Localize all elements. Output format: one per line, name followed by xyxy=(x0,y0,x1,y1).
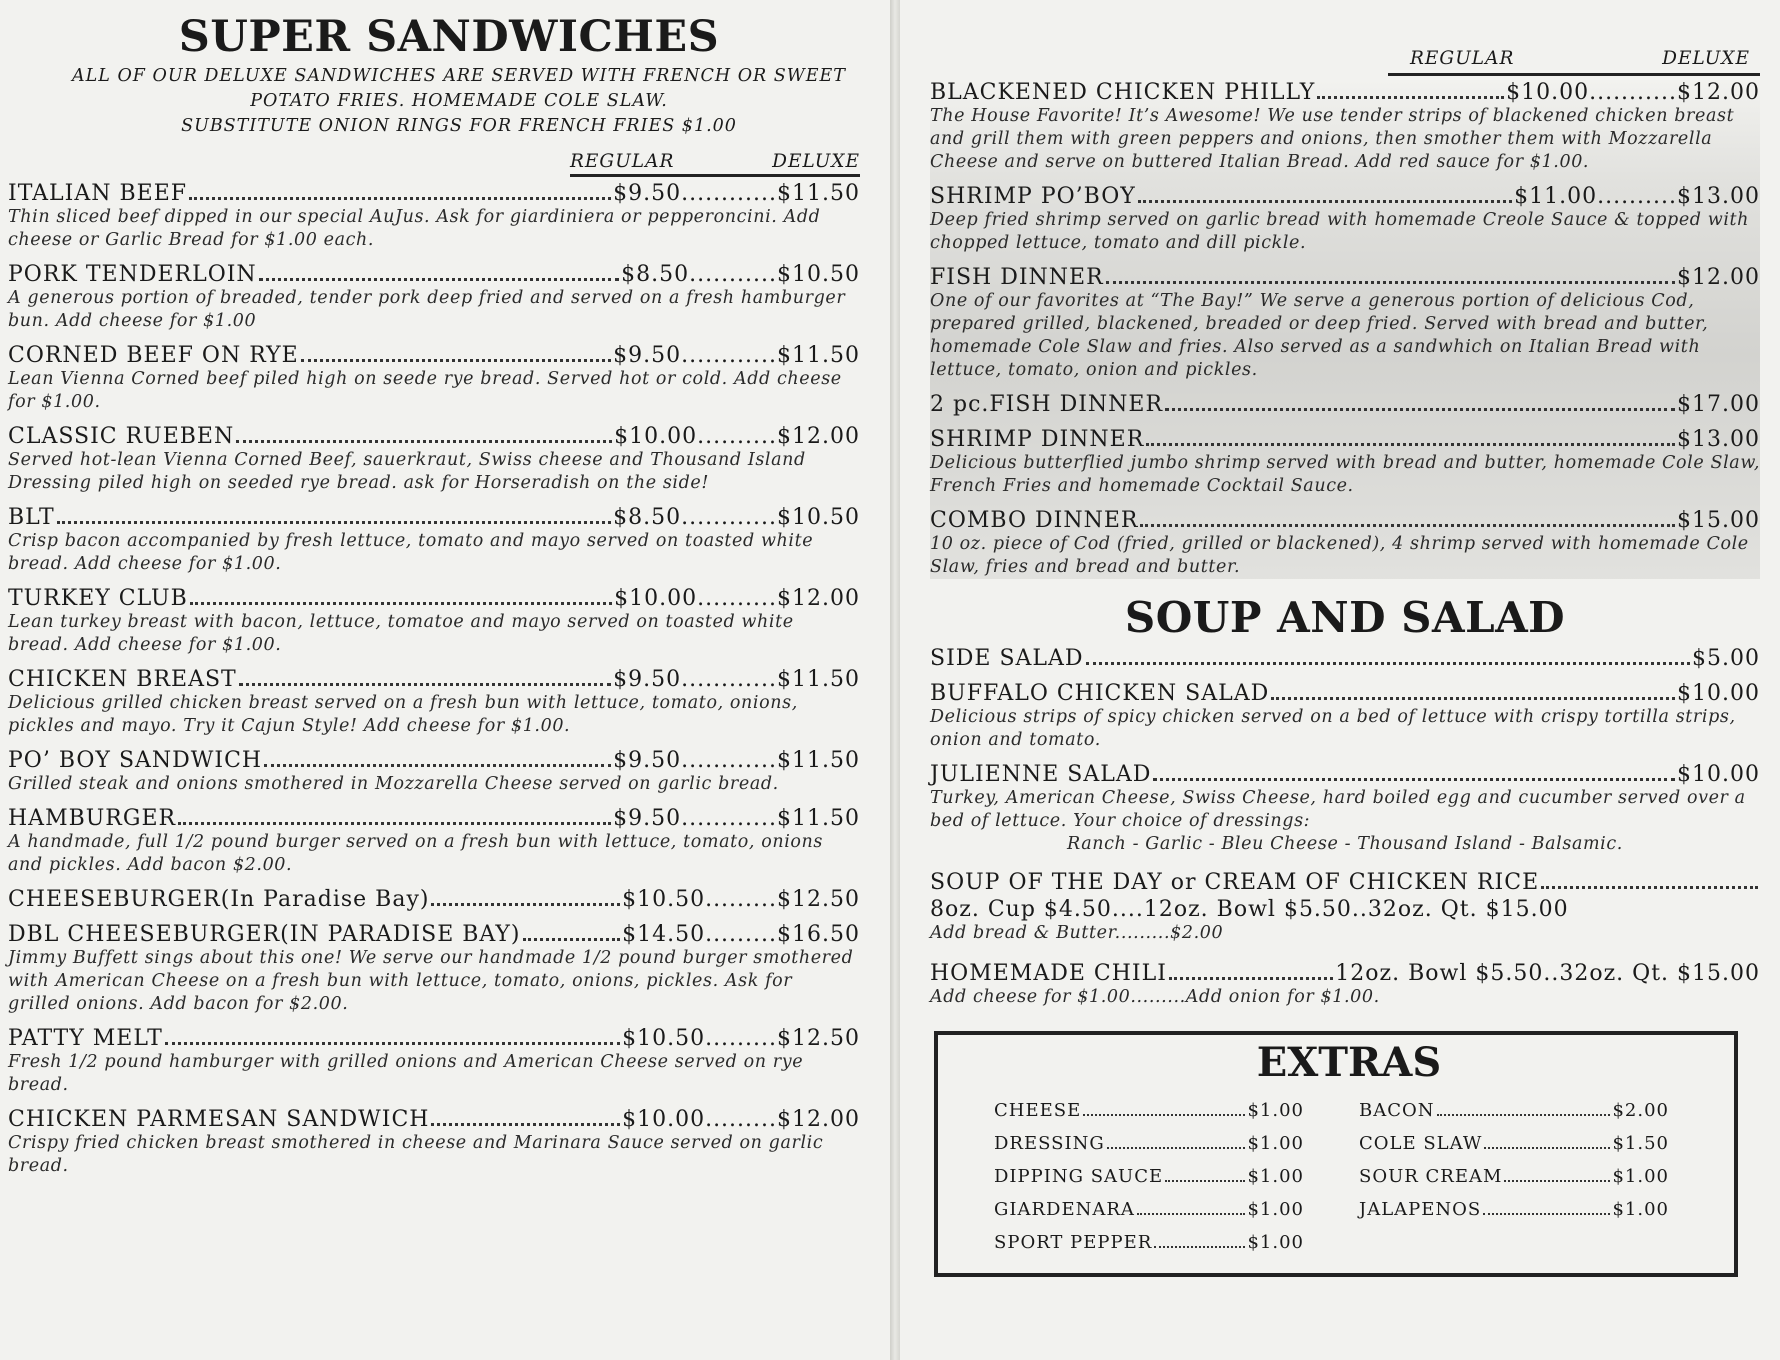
intro-line: ALL OF OUR DELUXE SANDWICHES ARE SERVED WITH FRENCH OR SWEET xyxy=(72,66,846,86)
menu-item-name: ITALIAN BEEF xyxy=(8,181,188,206)
leader-dots xyxy=(431,1123,620,1126)
menu-item xyxy=(8,1107,860,1178)
leader-dots xyxy=(1437,1114,1611,1116)
menu-item-name: COMBO DINNER xyxy=(930,508,1139,533)
menu-item-line xyxy=(8,505,860,530)
menu-item-description: Fresh 1/2 pound hamburger with grilled onions and American Cheese served on rye bread. xyxy=(8,1052,804,1095)
leader-dots xyxy=(1169,977,1333,980)
leader-dots xyxy=(1317,96,1504,99)
sandwich-intro xyxy=(58,64,860,139)
menu-item-price: $5.00 xyxy=(1692,646,1760,671)
menu-item xyxy=(8,424,860,495)
menu-item-price: $10.00.........$12.00 xyxy=(622,1107,860,1132)
menu-item-line xyxy=(930,762,1760,787)
menu-item-name: SIDE SALAD xyxy=(930,646,1084,671)
menu-item-line xyxy=(8,1107,860,1132)
menu-item-price: $10.00 xyxy=(1677,681,1760,706)
leader-dots xyxy=(264,764,611,767)
sandwich-list xyxy=(8,181,860,1178)
menu-item-price: $9.50............$11.50 xyxy=(613,667,860,692)
extra-item-price: $1.00 xyxy=(1612,1199,1669,1220)
menu-item-line xyxy=(8,181,860,206)
menu-item-line xyxy=(8,262,860,287)
menu-item-line xyxy=(8,887,860,912)
menu-item-description: Grilled steak and onions smothered in Mozzarella Cheese served on garlic bread. xyxy=(8,774,779,794)
menu-item xyxy=(930,681,1760,752)
extra-item-price: $1.00 xyxy=(1247,1133,1304,1154)
extra-item-name: DRESSING xyxy=(994,1133,1105,1154)
menu-item-description: Add cheese for $1.00.........Add onion for $1.00. xyxy=(930,987,1380,1007)
menu-item-description: Turkey, American Cheese, Swiss Cheese, hard boiled egg and cucumber served over a bed of lettuce. Your choice of dressings: xyxy=(930,788,1746,831)
menu-item-description: Crispy fried chicken breast smothered in cheese and Marinara Sauce served on garlic bread. xyxy=(8,1133,824,1176)
menu-item xyxy=(930,427,1760,498)
menu-item-line xyxy=(8,922,860,947)
extra-item-name: CHEESE xyxy=(994,1100,1082,1121)
menu-item xyxy=(8,1026,860,1097)
menu-item-name: BLACKENED CHICKEN PHILLY xyxy=(930,80,1316,105)
chili-sizes: 12oz. Bowl $5.50..32oz. Qt. $15.00 xyxy=(1335,961,1760,986)
leader-dots xyxy=(190,602,612,605)
menu-item-line xyxy=(8,586,860,611)
deluxe-column-header: DELUXE xyxy=(772,151,860,172)
extras-column-left xyxy=(994,1092,1304,1265)
extra-item-price: $1.50 xyxy=(1612,1133,1669,1154)
menu-item-description: Delicious butterflied jumbo shrimp served with bread and butter, homemade Cole Slaw, French Fries and homemade Cocktail Sauce. xyxy=(930,453,1760,496)
leader-dots xyxy=(239,683,611,686)
extra-item-name: DIPPING SAUCE xyxy=(994,1166,1164,1187)
extra-item xyxy=(1359,1199,1669,1220)
menu-item xyxy=(930,80,1760,174)
extra-item xyxy=(994,1199,1304,1220)
menu-item xyxy=(930,392,1760,417)
menu-item-line xyxy=(8,343,860,368)
extra-item-price: $1.00 xyxy=(1612,1166,1669,1187)
leader-dots xyxy=(1137,1213,1246,1215)
soup-sizes: 8oz. Cup $4.50....12oz. Bowl $5.50..32oz. Qt. $15.00 xyxy=(930,897,1569,922)
soup-and-salad-title: SOUP AND SALAD xyxy=(1124,593,1566,642)
extra-item-price: $2.00 xyxy=(1612,1100,1669,1121)
leader-dots xyxy=(1271,697,1675,700)
menu-item-name: HAMBURGER xyxy=(8,806,177,831)
extra-item-name: GIARDENARA xyxy=(994,1199,1135,1220)
extras-title: EXTRAS xyxy=(1256,1039,1442,1086)
menu-item-description: Delicious strips of spicy chicken served on a bed of lettuce with crispy tortilla strips, onion and tomato. xyxy=(930,707,1736,750)
menu-item xyxy=(8,748,860,796)
menu-item-line xyxy=(930,646,1760,671)
menu-item xyxy=(930,265,1760,382)
menu-item-price: $12.00 xyxy=(1677,265,1760,290)
menu-item-price: $10.00 xyxy=(1677,762,1760,787)
menu-item-line xyxy=(930,392,1760,417)
menu-item-description: A handmade, full 1/2 pound burger served on a fresh bun with lettuce, tomato, onions and pickles. Add bacon $2.00. xyxy=(8,832,823,875)
menu-item-line xyxy=(8,748,860,773)
menu-item-line xyxy=(930,265,1760,290)
price-column-headers xyxy=(8,151,860,177)
menu-item-price: $8.50............$10.50 xyxy=(613,505,860,530)
menu-item-price: $9.50............$11.50 xyxy=(613,806,860,831)
price-column-headers-right xyxy=(930,48,1760,76)
menu-item xyxy=(930,762,1760,856)
leader-dots xyxy=(1083,1114,1245,1116)
extra-item xyxy=(1359,1100,1669,1121)
menu-item-name: SHRIMP PO’BOY xyxy=(930,184,1136,209)
leader-dots xyxy=(1086,662,1690,665)
menu-item-price: $10.50.........$12.50 xyxy=(622,887,860,912)
menu-item-price: $14.50.........$16.50 xyxy=(622,922,860,947)
menu-item-name: HOMEMADE CHILI xyxy=(930,961,1167,986)
dinner-list xyxy=(930,80,1760,579)
menu-item-description: Lean Vienna Corned beef piled high on seede rye bread. Served hot or cold. Add cheese for $1.00. xyxy=(8,369,842,412)
soup-of-the-day xyxy=(930,870,1760,945)
menu-item-price: $17.00 xyxy=(1677,392,1760,417)
leader-dots xyxy=(1165,1180,1245,1182)
menu-item-description: Jimmy Buffett sings about this one! We serve our handmade 1/2 pound burger smothered with American Cheese on a fresh bun with lettuce, tomato, onions, pickles. Ask for grilled onions. Add bacon for $2.00. xyxy=(8,948,854,1014)
extra-item-name: JALAPENOS xyxy=(1359,1199,1482,1220)
leader-dots xyxy=(1165,408,1675,411)
menu-item-description: Deep fried shrimp served on garlic bread with homemade Creole Sauce & topped with chopped lettuce, tomato and dill pickle. xyxy=(930,210,1750,253)
menu-item-price: $10.50.........$12.50 xyxy=(622,1026,860,1051)
menu-item-description: A generous portion of breaded, tender pork deep fried and served on a fresh hamburger bun. Add cheese for $1.00 xyxy=(8,288,846,331)
extra-item xyxy=(994,1100,1304,1121)
extra-item-name: SOUR CREAM xyxy=(1359,1166,1503,1187)
soup-salad-list xyxy=(930,646,1760,856)
leader-dots xyxy=(1541,886,1758,889)
menu-item-name: TURKEY CLUB xyxy=(8,586,188,611)
menu-item-name: BUFFALO CHICKEN SALAD xyxy=(930,681,1270,706)
menu-item-line xyxy=(930,184,1760,209)
leader-dots xyxy=(1153,778,1675,781)
menu-item-name: CLASSIC RUEBEN xyxy=(8,424,235,449)
extra-item xyxy=(994,1166,1304,1187)
page-gutter xyxy=(890,0,900,1360)
menu-item xyxy=(8,181,860,252)
menu-item-price: $10.00..........$12.00 xyxy=(614,424,860,449)
leader-dots xyxy=(1484,1147,1610,1149)
menu-item-description: Lean turkey breast with bacon, lettuce, tomatoe and mayo served on toasted white bread. Add cheese for $1.00. xyxy=(8,612,794,655)
intro-line: POTATO FRIES. HOMEMADE COLE SLAW. xyxy=(250,91,668,111)
extra-item-name: COLE SLAW xyxy=(1359,1133,1483,1154)
leader-dots xyxy=(431,903,620,906)
extras-column-right xyxy=(1359,1092,1669,1265)
extra-item-price: $1.00 xyxy=(1247,1100,1304,1121)
leader-dots xyxy=(178,822,611,825)
extras-box xyxy=(934,1031,1738,1277)
menu-item-name: SHRIMP DINNER xyxy=(930,427,1145,452)
leader-dots xyxy=(301,359,611,362)
menu-item-line xyxy=(8,806,860,831)
leader-dots xyxy=(236,440,612,443)
menu-item xyxy=(930,646,1760,671)
leader-dots xyxy=(1154,1246,1245,1248)
menu-item-description: The House Favorite! It’s Awesome! We use tender strips of blackened chicken breast and grill them with green peppers and onions, then smother them with Mozzarella Cheese and serve on buttered Italian Bread. Add red sauce for $1.00. xyxy=(930,106,1735,172)
menu-item-price: $10.00..........$12.00 xyxy=(614,586,860,611)
menu-item-name: PORK TENDERLOIN xyxy=(8,262,257,287)
menu-item-line xyxy=(8,667,860,692)
menu-item xyxy=(8,262,860,333)
menu-item-name: 2 pc.FISH DINNER xyxy=(930,392,1164,417)
extra-item xyxy=(1359,1133,1669,1154)
menu-item-price: $9.50............$11.50 xyxy=(613,181,860,206)
leader-dots xyxy=(165,1042,620,1045)
menu-item-line xyxy=(930,681,1760,706)
menu-item-price: $11.00..........$13.00 xyxy=(1514,184,1760,209)
menu-item-price: $8.50...........$10.50 xyxy=(621,262,860,287)
leader-dots xyxy=(189,197,611,200)
leader-dots xyxy=(1106,281,1675,284)
menu-item xyxy=(8,667,860,738)
menu-item-name: SOUP OF THE DAY or CREAM OF CHICKEN RICE xyxy=(930,870,1540,895)
menu-item-name: CHEESEBURGER(In Paradise Bay) xyxy=(8,887,430,912)
menu-item-name: FISH DINNER xyxy=(930,265,1104,290)
leader-dots xyxy=(1504,1180,1610,1182)
menu-item xyxy=(8,505,860,576)
leader-dots xyxy=(1140,524,1675,527)
menu-item-description: 10 oz. piece of Cod (fried, grilled or blackened), 4 shrimp served with homemade Cole Slaw, fries and bread and butter. xyxy=(930,534,1749,577)
regular-column-header: REGULAR xyxy=(570,151,675,172)
menu-item-name: CHICKEN BREAST xyxy=(8,667,237,692)
menu-item-price: $15.00 xyxy=(1677,508,1760,533)
menu-item-name: PATTY MELT xyxy=(8,1026,163,1051)
menu-item-line xyxy=(8,424,860,449)
menu-item-description: One of our favorites at “The Bay!” We serve a generous portion of delicious Cod, prepared grilled, blackened, breaded or deep fried. Served with bread and butter, homemade Cole Slaw and fries. Also served as a sandwhich on Italian Bread with lettuce, tomato, onion and pickles. xyxy=(930,291,1709,380)
menu-item-name: BLT xyxy=(8,505,55,530)
menu-item-description: Served hot-lean Vienna Corned Beef, sauerkraut, Swiss cheese and Thousand Island Dressing piled high on seeded rye bread. ask for Horseradish on the side! xyxy=(8,450,806,493)
extra-item-price: $1.00 xyxy=(1247,1199,1304,1220)
menu-item-line xyxy=(930,427,1760,452)
menu-item xyxy=(8,343,860,414)
menu-item xyxy=(930,184,1760,255)
extra-item xyxy=(1359,1166,1669,1187)
homemade-chili xyxy=(930,961,1760,1009)
leader-dots xyxy=(1107,1147,1246,1149)
super-sandwiches-title: SUPER SANDWICHES xyxy=(178,12,720,62)
leader-dots xyxy=(57,521,611,524)
menu-item-price: $9.50............$11.50 xyxy=(613,748,860,773)
leader-dots xyxy=(1138,200,1512,203)
menu-item xyxy=(8,586,860,657)
extra-item-name: SPORT PEPPER xyxy=(994,1232,1153,1253)
menu-item-line xyxy=(930,508,1760,533)
menu-item-description: Thin sliced beef dipped in our special AuJus. Ask for giardiniera or pepperoncini. Add cheese or Garlic Bread for $1.00 each. xyxy=(8,207,821,250)
leader-dots xyxy=(523,938,621,941)
dressing-choices: Ranch - Garlic - Bleu Cheese - Thousand Island - Balsamic. xyxy=(1067,834,1623,854)
deluxe-column-header: DELUXE xyxy=(1662,48,1750,69)
menu-item xyxy=(8,922,860,1016)
menu-item-name: CHICKEN PARMESAN SANDWICH xyxy=(8,1107,430,1132)
menu-item-name: CORNED BEEF ON RYE xyxy=(8,343,299,368)
right-page xyxy=(900,0,1780,1360)
extra-item-price: $1.00 xyxy=(1247,1166,1304,1187)
menu-item-line xyxy=(930,80,1760,105)
extra-item-price: $1.00 xyxy=(1247,1232,1304,1253)
menu-item-line xyxy=(8,1026,860,1051)
menu-item-name: JULIENNE SALAD xyxy=(930,762,1152,787)
leader-dots xyxy=(1146,443,1675,446)
menu-item xyxy=(930,508,1760,579)
intro-line: SUBSTITUTE ONION RINGS FOR FRENCH FRIES $1.00 xyxy=(181,116,737,136)
leader-dots xyxy=(1483,1213,1610,1215)
extra-item xyxy=(994,1133,1304,1154)
extra-item xyxy=(994,1232,1304,1253)
menu-item-description: Crisp bacon accompanied by fresh lettuce, tomato and mayo served on toasted white bread. Add cheese for $1.00. xyxy=(8,531,814,574)
menu-item-name: PO’ BOY SANDWICH xyxy=(8,748,263,773)
menu-item xyxy=(8,806,860,877)
extra-item-name: BACON xyxy=(1359,1100,1435,1121)
menu-item-name: DBL CHEESEBURGER(IN PARADISE BAY) xyxy=(8,922,521,947)
menu-item-description: Add bread & Butter.........$2.00 xyxy=(930,923,1224,943)
menu-item-price: $9.50............$11.50 xyxy=(613,343,860,368)
leader-dots xyxy=(259,278,619,281)
menu-item xyxy=(8,887,860,912)
regular-column-header: REGULAR xyxy=(1410,48,1515,69)
menu-item-price: $13.00 xyxy=(1677,427,1760,452)
menu-item-price: $10.00...........$12.00 xyxy=(1506,80,1760,105)
menu-item-description: Delicious grilled chicken breast served on a fresh bun with lettuce, tomato, onions, pickles and mayo. Try it Cajun Style! Add cheese for $1.00. xyxy=(8,693,798,736)
